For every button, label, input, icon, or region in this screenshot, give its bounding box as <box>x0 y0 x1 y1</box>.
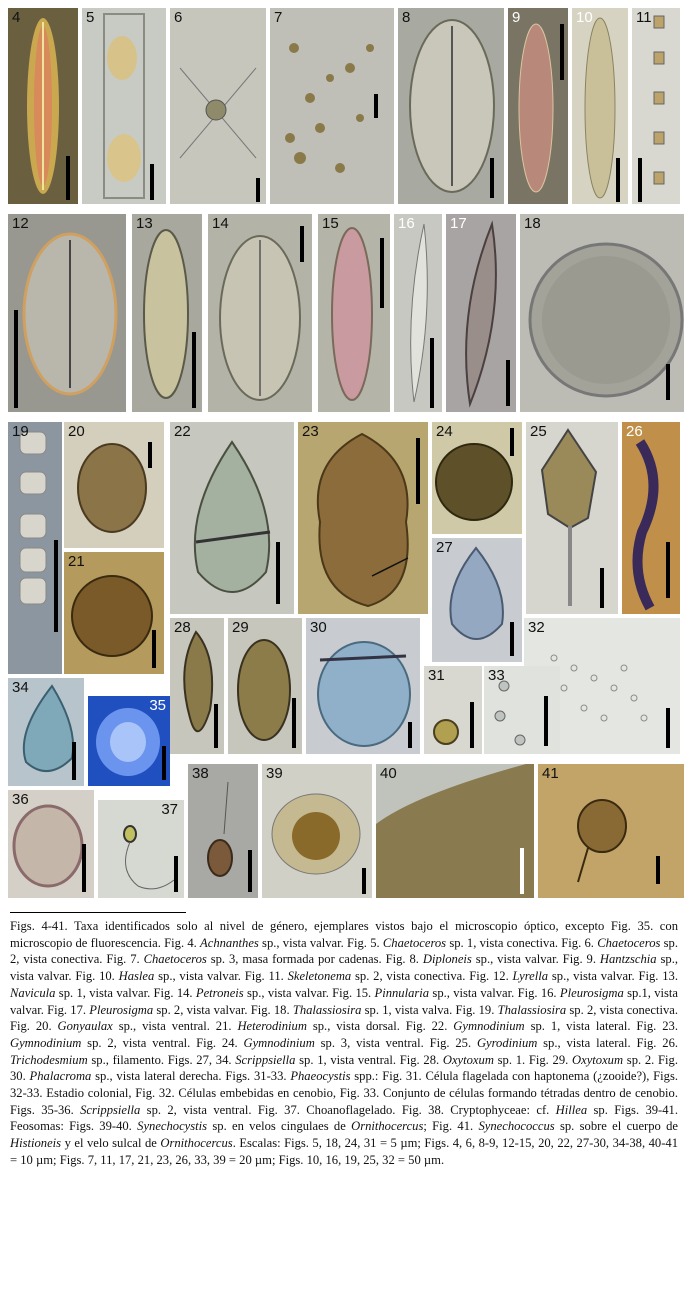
caption-text: sp. 2, vista ventral. Fig. 37. Choanoflagelado. Fig. 38. Cryptophyceae: cf. <box>140 1102 556 1117</box>
figure-number: 33 <box>488 667 505 684</box>
footnote-rule <box>10 912 186 913</box>
scale-bar <box>82 844 86 892</box>
taxon-name: Trichodesmium <box>10 1052 88 1067</box>
caption-text: sp. 2, vista conectiva. Fig. 12. <box>351 969 513 984</box>
figure-14-panel <box>208 214 312 412</box>
figure-17-panel <box>446 214 516 412</box>
taxon-name: Gonyaulax <box>57 1019 113 1034</box>
caption-text: sp. 2. Fig. 30. <box>10 1052 678 1084</box>
taxon-name: Achnanthes <box>200 935 259 950</box>
taxon-name: Haslea <box>118 969 155 984</box>
scale-bar <box>214 704 218 748</box>
figure-8-panel <box>398 8 504 204</box>
figure-number: 14 <box>212 215 229 232</box>
scale-bar <box>616 158 620 202</box>
caption-text: sp. en velos cingulaes de <box>207 1119 352 1134</box>
figure-number: 21 <box>68 553 85 570</box>
figure-37-panel <box>98 800 184 898</box>
figure-20-panel <box>64 422 164 548</box>
figure-number: 25 <box>530 423 547 440</box>
caption-text: sp., vista valvar. Fig. 16. <box>429 985 560 1000</box>
taxon-name: Navicula <box>10 985 56 1000</box>
caption-text: sp., vista valvar. Fig. 15. <box>243 985 375 1000</box>
scale-bar <box>174 856 178 892</box>
scale-bar <box>638 158 642 202</box>
figure-34-panel <box>8 678 84 786</box>
scale-bar <box>560 24 564 80</box>
figure-38-panel <box>188 764 258 898</box>
scale-bar <box>276 542 280 604</box>
taxon-name: Gymnodinium <box>243 1035 315 1050</box>
figure-31-panel <box>424 666 482 754</box>
figure-number: 31 <box>428 667 445 684</box>
figure-35-panel <box>88 696 170 786</box>
caption-text: sp., vista valvar. Fig. 13. <box>548 969 678 984</box>
figure-caption <box>10 918 678 1169</box>
figure-24-panel <box>432 422 522 534</box>
figure-number: 8 <box>402 9 411 26</box>
taxon-name: Gymnodinium <box>10 1035 82 1050</box>
figure-7-panel <box>270 8 394 204</box>
gymnodinium-cell-2 <box>298 422 428 614</box>
phalacroma-cell <box>306 618 420 754</box>
oxytoxum-cell-2 <box>228 618 302 754</box>
figure-number: 35 <box>149 697 166 714</box>
caption-text: ; Fig. 41. <box>423 1119 479 1134</box>
figure-number: 28 <box>174 619 191 636</box>
thalassiosira-valve <box>520 214 684 412</box>
scale-bar <box>152 630 156 668</box>
figure-number: 36 <box>12 791 29 808</box>
caption-text: sp. 1, vista ventral. Fig. 28. <box>295 1052 443 1067</box>
caption-text: sp. 2, vista conectiva. Fig. 20. <box>10 1002 679 1034</box>
figure-number: 41 <box>542 765 559 782</box>
caption-text: sp., vista valvar. Fig. 10. <box>10 952 678 984</box>
figure-29-panel <box>228 618 302 754</box>
figure-18-panel <box>520 214 684 412</box>
figure-number: 26 <box>626 423 643 440</box>
taxon-name: Oxytoxum <box>572 1052 624 1067</box>
taxon-name: Phalacroma <box>29 1069 92 1084</box>
figure-6-panel <box>170 8 266 204</box>
taxon-name: Skeletonema <box>287 969 352 984</box>
figure-number: 5 <box>86 9 95 26</box>
figure-41-panel <box>538 764 684 898</box>
figure-40-panel <box>376 764 534 898</box>
scale-bar <box>150 164 154 200</box>
taxon-name: Thalassiosira <box>292 1002 362 1017</box>
caption-text: sp. 1. Fig. 29. <box>493 1052 573 1067</box>
taxon-name: Diploneis <box>422 952 472 967</box>
figure-13-panel <box>132 214 202 412</box>
caption-text: sp. 3, vista ventral. Fig. 25. <box>314 1035 477 1050</box>
figure-4-panel <box>8 8 78 204</box>
figure-number: 10 <box>576 9 593 26</box>
scrippsiella-cell-1 <box>432 538 522 662</box>
caption-text: sp., vista valvar. Fig. 5. <box>258 935 383 950</box>
caption-text: sp., filamento. Figs. 27, 34. <box>87 1052 236 1067</box>
taxon-name: Pinnularia <box>374 985 430 1000</box>
taxon-name: Phaeocystis <box>290 1069 351 1084</box>
figure-number: 40 <box>380 765 397 782</box>
scale-bar <box>148 442 152 468</box>
scale-bar <box>666 364 670 400</box>
figure-33-panel <box>484 666 560 754</box>
synechocystis-closeup <box>376 764 534 898</box>
taxon-name: Oxytoxum <box>442 1052 494 1067</box>
taxon-name: Pleurosigma <box>89 1002 154 1017</box>
taxon-name: Pleurosigma <box>559 985 624 1000</box>
figure-number: 22 <box>174 423 191 440</box>
hantzschia-cell <box>508 8 568 204</box>
scale-bar <box>490 158 494 198</box>
figure-number: 37 <box>161 801 178 818</box>
caption-text: sp., vista lateral. Fig. 26. <box>537 1035 679 1050</box>
figure-number: 15 <box>322 215 339 232</box>
taxon-name: Synechococcus <box>478 1119 555 1134</box>
scale-bar <box>510 622 514 656</box>
taxon-name: Scrippsiella <box>235 1052 296 1067</box>
pleurosigma-cell-1 <box>394 214 442 412</box>
figure-number: 32 <box>528 619 545 636</box>
taxon-name: Histioneis <box>10 1136 62 1151</box>
figure-number: 16 <box>398 215 415 232</box>
figure-number: 11 <box>636 9 652 26</box>
scale-bar <box>292 698 296 748</box>
caption-text: sp., vista lateral derecha. Figs. 31-33. <box>91 1069 291 1084</box>
figure-5-panel <box>82 8 166 204</box>
caption-text: sp. sobre el cuerpo de <box>554 1119 679 1134</box>
lyrella-cell <box>8 214 126 412</box>
scale-bar <box>408 722 412 748</box>
taxon-name: Chaetoceros <box>143 952 207 967</box>
figure-number: 34 <box>12 679 29 696</box>
figure-number: 24 <box>436 423 453 440</box>
heterodinium-cell <box>64 552 164 674</box>
figure-16-panel <box>394 214 442 412</box>
caption-text: sp., vista dorsal. Fig. 22. <box>306 1019 454 1034</box>
scale-bar <box>380 238 384 308</box>
scale-bar <box>416 438 420 504</box>
trichodesmium-filament <box>622 422 680 614</box>
scale-bar <box>66 156 70 200</box>
caption-text: sp. 1, vista valvar. Fig. 14. <box>55 985 196 1000</box>
figure-number: 13 <box>136 215 153 232</box>
taxon-name: Ornithocercus <box>160 1136 233 1151</box>
caption-text: sp. 2, vista conectiva. Fig. 7. <box>10 935 678 967</box>
taxon-name: Gymnodinium <box>453 1019 525 1034</box>
figure-number: 12 <box>12 215 29 232</box>
figure-21-panel <box>64 552 164 674</box>
taxon-name: Scrippsiella <box>80 1102 141 1117</box>
gonyaulax-cell <box>64 422 164 548</box>
caption-text: sp.1, vista valvar. Fig. 17. <box>10 985 679 1017</box>
caption-text: sp. 1, vista conectiva. Fig. 6. <box>446 935 598 950</box>
figure-number: 19 <box>12 423 29 440</box>
taxon-name: Hillea <box>555 1102 588 1117</box>
figure-number: 18 <box>524 215 541 232</box>
scale-bar <box>162 746 166 780</box>
scale-bar <box>666 708 670 748</box>
scale-bar <box>520 848 524 894</box>
caption-text: spp.: Fig. 31. Célula flagelada con haptonema (¿zooide?), Figs. 32-33. Estadio colonial, Fig. 32. Células embebidas en cenobio, Fig. 33. Conjunto de células formando tétradas dentro de cenobio. Figs. 35-36. <box>10 1069 679 1117</box>
caption-text: sp., vista valvar. Fig. 11. <box>154 969 288 984</box>
caption-text: sp., vista ventral. 21. <box>112 1019 238 1034</box>
scale-bar <box>544 696 548 746</box>
figure-28-panel <box>170 618 224 754</box>
figure-number: 17 <box>450 215 467 232</box>
caption-text: sp. 1, vista lateral. Fig. 23. <box>524 1019 678 1034</box>
scale-bar <box>14 310 18 408</box>
scale-bar <box>656 856 660 884</box>
figure-number: 39 <box>266 765 283 782</box>
figure-30-panel <box>306 618 420 754</box>
scale-bar <box>248 850 252 892</box>
caption-text: sp. 2, vista ventral. Fig. 24. <box>81 1035 244 1050</box>
figure-number: 4 <box>12 9 21 26</box>
figure-11-panel <box>632 8 680 204</box>
figure-25-panel <box>526 422 618 614</box>
figure-9-panel <box>508 8 568 204</box>
caption-text: Figs. 4-41. Taxa identificados solo al nivel de género, ejemplares vistos bajo el microscopio óptico, excepto Fig. 35. con microscopio de fluorescencia. Fig. 4. <box>10 919 678 950</box>
caption-text: . Escalas: Figs. 5, 18, 24, 31 = 5 µm; Figs. 4, 6, 8-9, 12-15, 20, 22, 27-30, 34-38, 40-41 = 10 µm; Figs. 7, 11, 17, 21, 23, 26, 33, 39 = 20 µm; Figs. 10, 16, 19, 25, 32 = 50 µm. <box>10 1136 678 1167</box>
scale-bar <box>430 338 434 408</box>
chaetoceros-cell <box>170 8 266 204</box>
diploneis-cell <box>398 8 504 204</box>
figure-19-panel <box>8 422 62 674</box>
taxon-name: Chaetoceros <box>597 935 661 950</box>
scale-bar <box>470 702 474 748</box>
petroneis-cell <box>208 214 312 412</box>
taxon-name: Heterodinium <box>237 1019 307 1034</box>
figure-26-panel <box>622 422 680 614</box>
figure-number: 20 <box>68 423 85 440</box>
figure-number: 9 <box>512 9 521 26</box>
taxon-name: Thalassiosira <box>497 1002 567 1017</box>
figure-36-panel <box>8 790 94 898</box>
figure-10-panel <box>572 8 628 204</box>
taxon-name: Ornithocercus <box>351 1119 424 1134</box>
taxon-name: Gyrodinium <box>476 1035 538 1050</box>
scale-bar <box>510 428 514 456</box>
figure-number: 38 <box>192 765 209 782</box>
taxon-name: Hantzschia <box>599 952 657 967</box>
figure-22-panel <box>170 422 294 614</box>
figure-12-panel <box>8 214 126 412</box>
scale-bar <box>54 540 58 632</box>
figure-number: 23 <box>302 423 319 440</box>
histioneis-cell <box>538 764 684 898</box>
taxon-name: Petroneis <box>195 985 244 1000</box>
caption-text: sp., vista valvar. Fig. 9. <box>471 952 600 967</box>
taxon-name: Synechocystis <box>137 1119 208 1134</box>
figure-number: 29 <box>232 619 249 636</box>
caption-text: sp. 2, vista valvar. Fig. 18. <box>153 1002 293 1017</box>
scale-bar <box>72 742 76 780</box>
scale-bar <box>506 360 510 406</box>
scale-bar <box>600 568 604 608</box>
ornithocercus-cell <box>262 764 372 898</box>
taxon-name: Lyrella <box>512 969 549 984</box>
figure-number: 30 <box>310 619 327 636</box>
caption-text: y el velo sulcal de <box>61 1136 161 1151</box>
scale-bar <box>192 332 196 408</box>
figure-15-panel <box>318 214 390 412</box>
figure-27-panel <box>432 538 522 662</box>
caption-text: sp. Figs. 39-41. Feosomas: Figs. 39-40. <box>10 1102 678 1134</box>
caption-text: sp. 1, vista valva. Fig. 19. <box>361 1002 498 1017</box>
figure-number: 7 <box>274 9 283 26</box>
scale-bar <box>300 226 304 262</box>
figure-number: 27 <box>436 539 453 556</box>
scale-bar <box>666 542 670 598</box>
figure-23-panel <box>298 422 428 614</box>
caption-text: sp. 3, masa formada por cadenas. Fig. 8. <box>206 952 423 967</box>
scale-bar <box>362 868 366 894</box>
taxon-name: Chaetoceros <box>382 935 447 950</box>
figure-number: 6 <box>174 9 183 26</box>
figure-39-panel <box>262 764 372 898</box>
scale-bar <box>256 178 260 202</box>
gyrodinium-cell <box>526 422 618 614</box>
scale-bar <box>374 94 378 118</box>
